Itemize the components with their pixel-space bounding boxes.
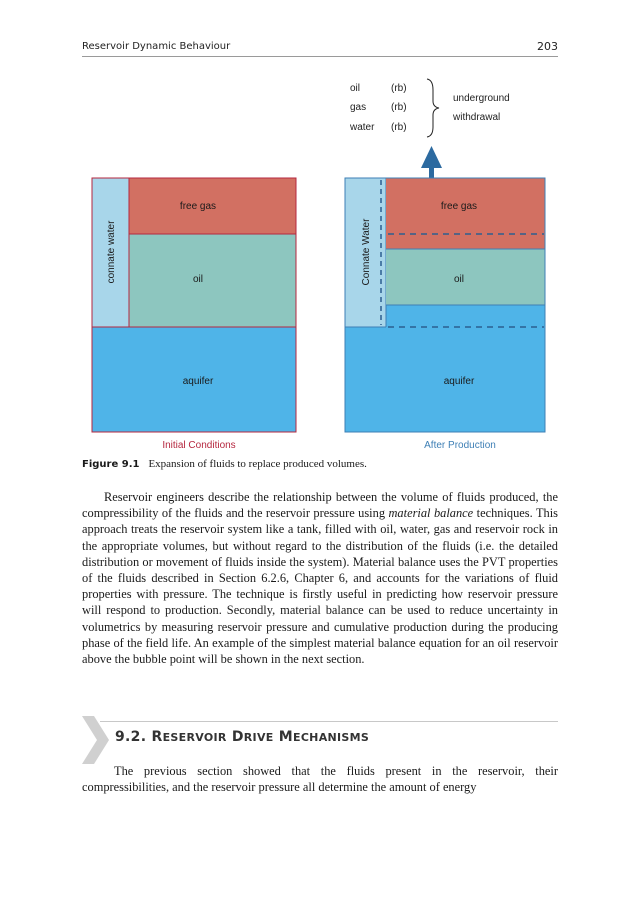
initial-free-gas-label: free gas	[179, 201, 217, 212]
after-free-gas-zone	[386, 178, 545, 249]
initial-tank	[92, 178, 296, 451]
after-connate-label: Connate Water	[361, 218, 372, 286]
paragraph-text-a: Reservoir engineers describe the relationship between the volume of fluids produced, the compressibility of the fluids and the reservoir pressure using	[82, 490, 558, 521]
heading-w3-rest: ECHANISMS	[293, 731, 370, 744]
after-oil-label: oil	[453, 274, 465, 285]
legend-water-unit: (rb)	[391, 122, 407, 133]
body-text	[82, 489, 558, 667]
legend-gas-unit: (rb)	[391, 102, 407, 113]
paragraph-material-balance	[82, 489, 558, 667]
after-production-caption: After Production	[424, 440, 496, 451]
after-free-gas-label: free gas	[440, 201, 478, 212]
legend-label-line2: withdrawal	[453, 112, 501, 123]
legend-oil-unit: (rb)	[391, 83, 407, 94]
initial-oil-label: oil	[192, 274, 204, 285]
up-arrow-icon	[421, 146, 442, 180]
running-header-title: Reservoir Dynamic Behaviour	[82, 41, 231, 52]
figure-caption-label: Figure 9.1	[82, 459, 140, 470]
initial-oil-zone	[129, 234, 296, 327]
initial-conditions-caption: Initial Conditions	[162, 440, 236, 451]
figure-caption	[82, 458, 367, 470]
heading-w3-cap: M	[278, 729, 293, 745]
legend-gas: gas	[350, 102, 367, 113]
legend-label-line1: underground	[453, 93, 510, 104]
emphasis-material-balance: material balance	[388, 506, 474, 521]
section-number: 9.2.	[115, 729, 147, 745]
withdrawal-legend	[349, 79, 510, 137]
figure-caption-text: Expansion of fluids to replace produced volumes.	[148, 458, 367, 470]
section-heading	[115, 729, 369, 745]
legend-water: water	[350, 122, 375, 133]
heading-w2-cap: D	[231, 729, 244, 745]
curly-brace-icon	[427, 79, 439, 137]
after-oil-zone	[386, 249, 545, 305]
initial-aquifer-label: aquifer	[182, 376, 214, 387]
after-aquifer-label: aquifer	[443, 376, 475, 387]
paragraph-drive-intro: The previous section showed that the fluids present in the reservoir, their compressibilities, and the reservoir pressure all determine the amount of energy	[82, 764, 558, 795]
heading-w2-rest: RIVE	[243, 731, 274, 744]
legend-oil: oil	[350, 83, 361, 94]
heading-w1-cap: R	[151, 729, 163, 745]
initial-connate-label: connate water	[106, 220, 117, 284]
page-number: 203	[537, 40, 558, 53]
section-chevron-icon	[82, 716, 112, 766]
section-body-text	[82, 763, 558, 795]
paragraph-text-b: techniques. This approach treats the reservoir system like a tank, filled with oil, water, gas and reservoir rock in the appropriate volumes, but without regard to the distribution of the fluids (i.e. the detailed distribution or movement of fluids inside the system). Material balance uses the PVT properties of the fluids described in Section 6.2.6, Chapter 6, and accounts for the variations of fluid properties with pressure. The technique is firstly useful in predicting how reservoir pressure will respond to production. Secondly, material balance can be used to reduce uncertainty in volumetrics by measuring reservoir pressure and cumulative production during the producing phase of the field life. An example of the simplest material balance equation for an oil reservoir above the bubble point will be shown in the next section.	[82, 506, 558, 667]
section-rule	[100, 721, 558, 722]
heading-w1-rest: ESERVOIR	[162, 731, 227, 744]
after-tank	[345, 178, 545, 451]
